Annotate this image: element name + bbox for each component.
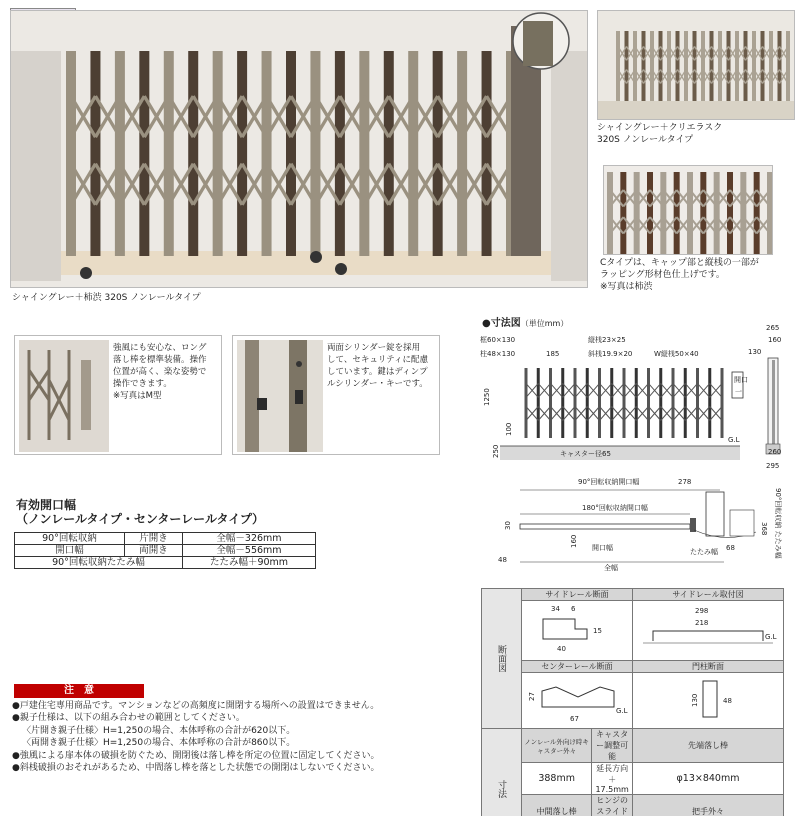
elevation-drawing [476,324,800,474]
gate-bar [408,51,418,256]
label-open-sub: 一 [735,388,742,396]
spec-r2h2: ヒンジのスライド [592,795,633,816]
cell-type: 両開き [125,545,183,557]
spec-r1h2: キャスター調整可能 [592,729,633,763]
spec-r1v3: φ13×840mm [633,763,784,795]
feature-1-line2: 落し棒を標準装備。操作 [113,354,207,366]
gate-bar [525,368,528,438]
spec-h1: サイドレール断面 [522,589,633,601]
table-row [482,661,784,673]
gate-bar [684,31,688,101]
center-rail-section [522,673,633,729]
feature-2-text [327,342,428,390]
gate-bar [684,368,687,438]
gate-bar [650,31,654,101]
gate-bar [607,172,613,254]
side-rail-mount [633,601,784,661]
gate-bar [714,172,720,254]
label-130: 130 [748,348,761,356]
label-vbar: 縦桟23×25 [588,335,626,344]
side-caption-1-line2: 320S ノンレールタイプ [597,134,722,146]
gate-bar [635,368,638,438]
label-260: 260 [768,448,781,456]
gate-bar [667,31,671,101]
gate-bar [752,31,756,101]
plan-label-48: 48 [498,556,507,564]
gate-bar [769,31,773,101]
cylinder-lock-photo [237,340,323,452]
spec-r1v1: 388mm [522,763,592,795]
gate-bar [659,31,663,101]
gate-bar [262,51,272,256]
gate-bar [482,51,492,256]
side-caption-2-line3: ※写真は柿渋 [600,281,759,293]
gate-bar [213,51,223,256]
gate-bar [633,31,637,101]
label-1250: 1250 [483,388,491,406]
gate-bar [687,172,693,254]
effective-title-1: 有効開口幅 [16,498,264,512]
note-line-6: ●斜桟破損のおそれがあるため、中間落し棒を落とした状態での開閉はしないでください。 [12,762,472,774]
gate-bar [188,51,198,256]
rail-67: 67 [570,715,579,723]
gate-bar [549,368,552,438]
side-rail-mount-drawing [633,601,783,657]
cell-label: 90°回転収納たたみ幅 [15,557,183,569]
gate-bar [620,172,626,254]
cell-value: たたみ幅＋90mm [183,557,316,569]
post-130: 130 [691,694,699,707]
post-section [633,673,784,729]
gate-bar [674,172,680,254]
gate-bar [647,172,653,254]
plan-label-68: 68 [726,544,735,552]
gate-bar [744,31,748,101]
plan-label-fold: たたみ幅 [690,547,718,556]
label-100: 100 [505,423,513,436]
note-line-5: ●強風による扉本体の破損を防ぐため、開閉後は落し棒を所定の位置に固定してください。 [12,750,472,762]
gate-bar [359,51,369,256]
label-250: 250 [492,445,500,458]
label-post48: 柱48×130 [480,349,515,358]
gate-bar [457,51,467,256]
feature-1-line3: 位置が高く、楽な姿勢で [113,366,207,378]
table-row [482,795,784,816]
spec-r2h1: 中間落し棒 [522,795,592,816]
rail-gl: G.L [765,633,777,641]
post-section-drawing [633,673,783,725]
plan-label-total: 全幅 [604,563,618,572]
gate-bar [139,51,149,256]
side-photo-1 [597,10,795,120]
gate-bar [740,172,746,254]
plan-label-open: 開口幅 [592,543,613,552]
feature-1-line1: 強風にも安心な、ロング [113,342,207,354]
gate-bar [586,368,589,438]
feature-2-line2: して、セキュリティに配慮 [327,354,428,366]
main-caption: シャイングレー＋柿渋 320S ノンレールタイプ [12,292,201,304]
gate-bar [625,31,629,101]
main-product-photo [10,10,588,288]
spec-r1h3: 先端落し棒 [633,729,784,763]
gate-bar [237,51,247,256]
post-48: 48 [723,697,732,705]
gate-illustration [11,11,588,288]
side-caption-1 [597,122,722,146]
cell-label: 開口幅 [15,545,125,557]
gate-bar [693,31,697,101]
gate-bar [754,172,760,254]
spec-h4: 門柱断面 [633,661,784,673]
plan-label-side: 90°回転収納 たたみ幅 [774,488,783,559]
plan-label-180: 180°回転収納開口幅 [582,503,648,512]
side-caption-2 [600,257,759,293]
rail-6: 6 [571,605,576,613]
table-row [482,589,784,601]
spec-h3: センターレール断面 [522,661,633,673]
gate-bar [164,51,174,256]
table-row [15,545,316,557]
gate-bar [735,31,739,101]
side-gate-illustration-1 [598,11,795,120]
cell-value: 全幅－556mm [183,545,316,557]
gate-bar [721,368,724,438]
table-row [482,763,784,795]
spec-table [481,588,784,816]
cell-label: 90°回転収納 [15,533,125,545]
gate-bar [727,31,731,101]
spec-side-label-2: 寸法 [482,729,522,816]
gate-bar [310,51,320,256]
gate-bar [335,51,345,256]
table-row [482,673,784,729]
gate-bar [761,31,765,101]
gate-bar [700,172,706,254]
table-row [482,729,784,763]
feature-1-line5: ※写真はM型 [113,390,207,402]
side-caption-2-line2: ラッピング形材色仕上げです。 [600,269,759,281]
gate-bar [767,172,773,254]
spec-h2: サイドレール取付図 [633,589,784,601]
gate-bar [574,368,577,438]
dimension-title-text: ●寸法図 [482,318,521,329]
gate-bar [786,31,790,101]
side-photo-2 [603,165,773,255]
gate-bar [90,51,100,256]
rail-27: 27 [528,692,536,701]
rail-15: 15 [593,627,602,635]
gate-bar [718,31,722,101]
gate-bar [660,172,666,254]
notes-header: 注 意 [14,684,144,698]
rail-40: 40 [557,645,566,653]
gate-bar [537,368,540,438]
cell-value: 全幅－326mm [183,533,316,545]
plan-label-278: 278 [678,478,691,486]
center-rail-drawing [522,673,632,725]
table-row [15,533,316,545]
side-rail-section [522,601,633,661]
gate-bar [701,31,705,101]
plan-label-30: 30 [504,521,512,530]
drop-bar-photo [19,340,109,452]
side-gate-illustration-2 [604,166,773,255]
notes-list [12,700,472,774]
gate-bar [623,368,626,438]
plan-label-368: 368 [760,522,768,535]
gate-bar [616,31,620,101]
label-wbar: W縦桟50×40 [654,349,699,358]
gate-bar [384,51,394,256]
rail-34: 34 [551,605,560,613]
plan-drawing [494,474,800,578]
rail-298: 298 [695,607,708,615]
label-diag: 斜桟19.9×20 [588,349,632,358]
gate-bar [659,368,662,438]
plan-label-160: 160 [570,535,578,548]
gate-bar [676,31,680,101]
note-line-1: ●戸建住宅専用商品です。マンションなどの高頻度に開閉する場所への設置はできません。 [12,700,472,712]
side-caption-1-line1: シャイングレー＋クリエラスク [597,122,722,134]
gate-bar [634,172,640,254]
feature-2-line3: しています。鍵はディンプ [327,366,428,378]
dimension-unit: （単位mm） [521,319,569,328]
feature-box-2 [232,335,440,455]
cell-type: 片開き [125,533,183,545]
label-185: 185 [546,350,559,358]
feature-2-line4: ルシリンダー・キーです。 [327,378,428,390]
effective-width-title [16,498,264,526]
gate-bar [672,368,675,438]
gate-bar [710,31,714,101]
gate-bar [561,368,564,438]
table-row [15,557,316,569]
gate-bar [115,51,125,256]
gate-bar [66,51,76,256]
spec-side-label: 断面図 [482,589,522,729]
label-160: 160 [768,336,781,344]
gate-bar [433,51,443,256]
gate-bar [610,368,613,438]
gate-bar [647,368,650,438]
feature-1-line4: 操作できます。 [113,378,207,390]
label-post60: 框60×130 [480,335,515,344]
rail-218: 218 [695,619,708,627]
center-rail-gl: G.L [616,707,628,715]
gate-bar [708,368,711,438]
side-rail-section-drawing [527,601,627,657]
spec-r1v2: 延長方向＋17.5mm [592,763,633,795]
label-open: 開口 [734,375,748,384]
gate-bar [727,172,733,254]
feature-1-text [113,342,207,402]
table-row [482,601,784,661]
gate-bar [642,31,646,101]
label-265: 265 [766,324,779,332]
gate-bar [778,31,782,101]
note-line-3: 〈片開き親子仕様〉H=1,250の場合、本体呼称の合計が620以下。 [12,725,472,737]
effective-width-table [14,532,316,569]
label-caster: キャスター径65 [560,449,611,458]
spec-r2h3: 把手外々 [633,795,784,816]
gate-bar [696,368,699,438]
spec-r1h1: ノンレール外向け時キャスター外々 [522,729,592,763]
plan-label-90: 90°回転収納開口幅 [578,477,639,486]
label-gl: G.L [728,436,740,444]
effective-title-2: （ノンレールタイプ・センターレールタイプ） [16,512,264,526]
feature-box-1 [14,335,222,455]
gate-bar [598,368,601,438]
feature-2-line1: 両面シリンダー錠を採用 [327,342,428,354]
side-caption-2-line1: Cタイプは、キャップ部と縦桟の一部が [600,257,759,269]
label-295: 295 [766,462,779,470]
note-line-2: ●親子仕様は、以下の組み合わせの範囲としてください。 [12,712,472,724]
gate-bar [286,51,296,256]
note-line-4: 〈両開き親子仕様〉H=1,250の場合、本体呼称の合計が860以下。 [12,737,472,749]
